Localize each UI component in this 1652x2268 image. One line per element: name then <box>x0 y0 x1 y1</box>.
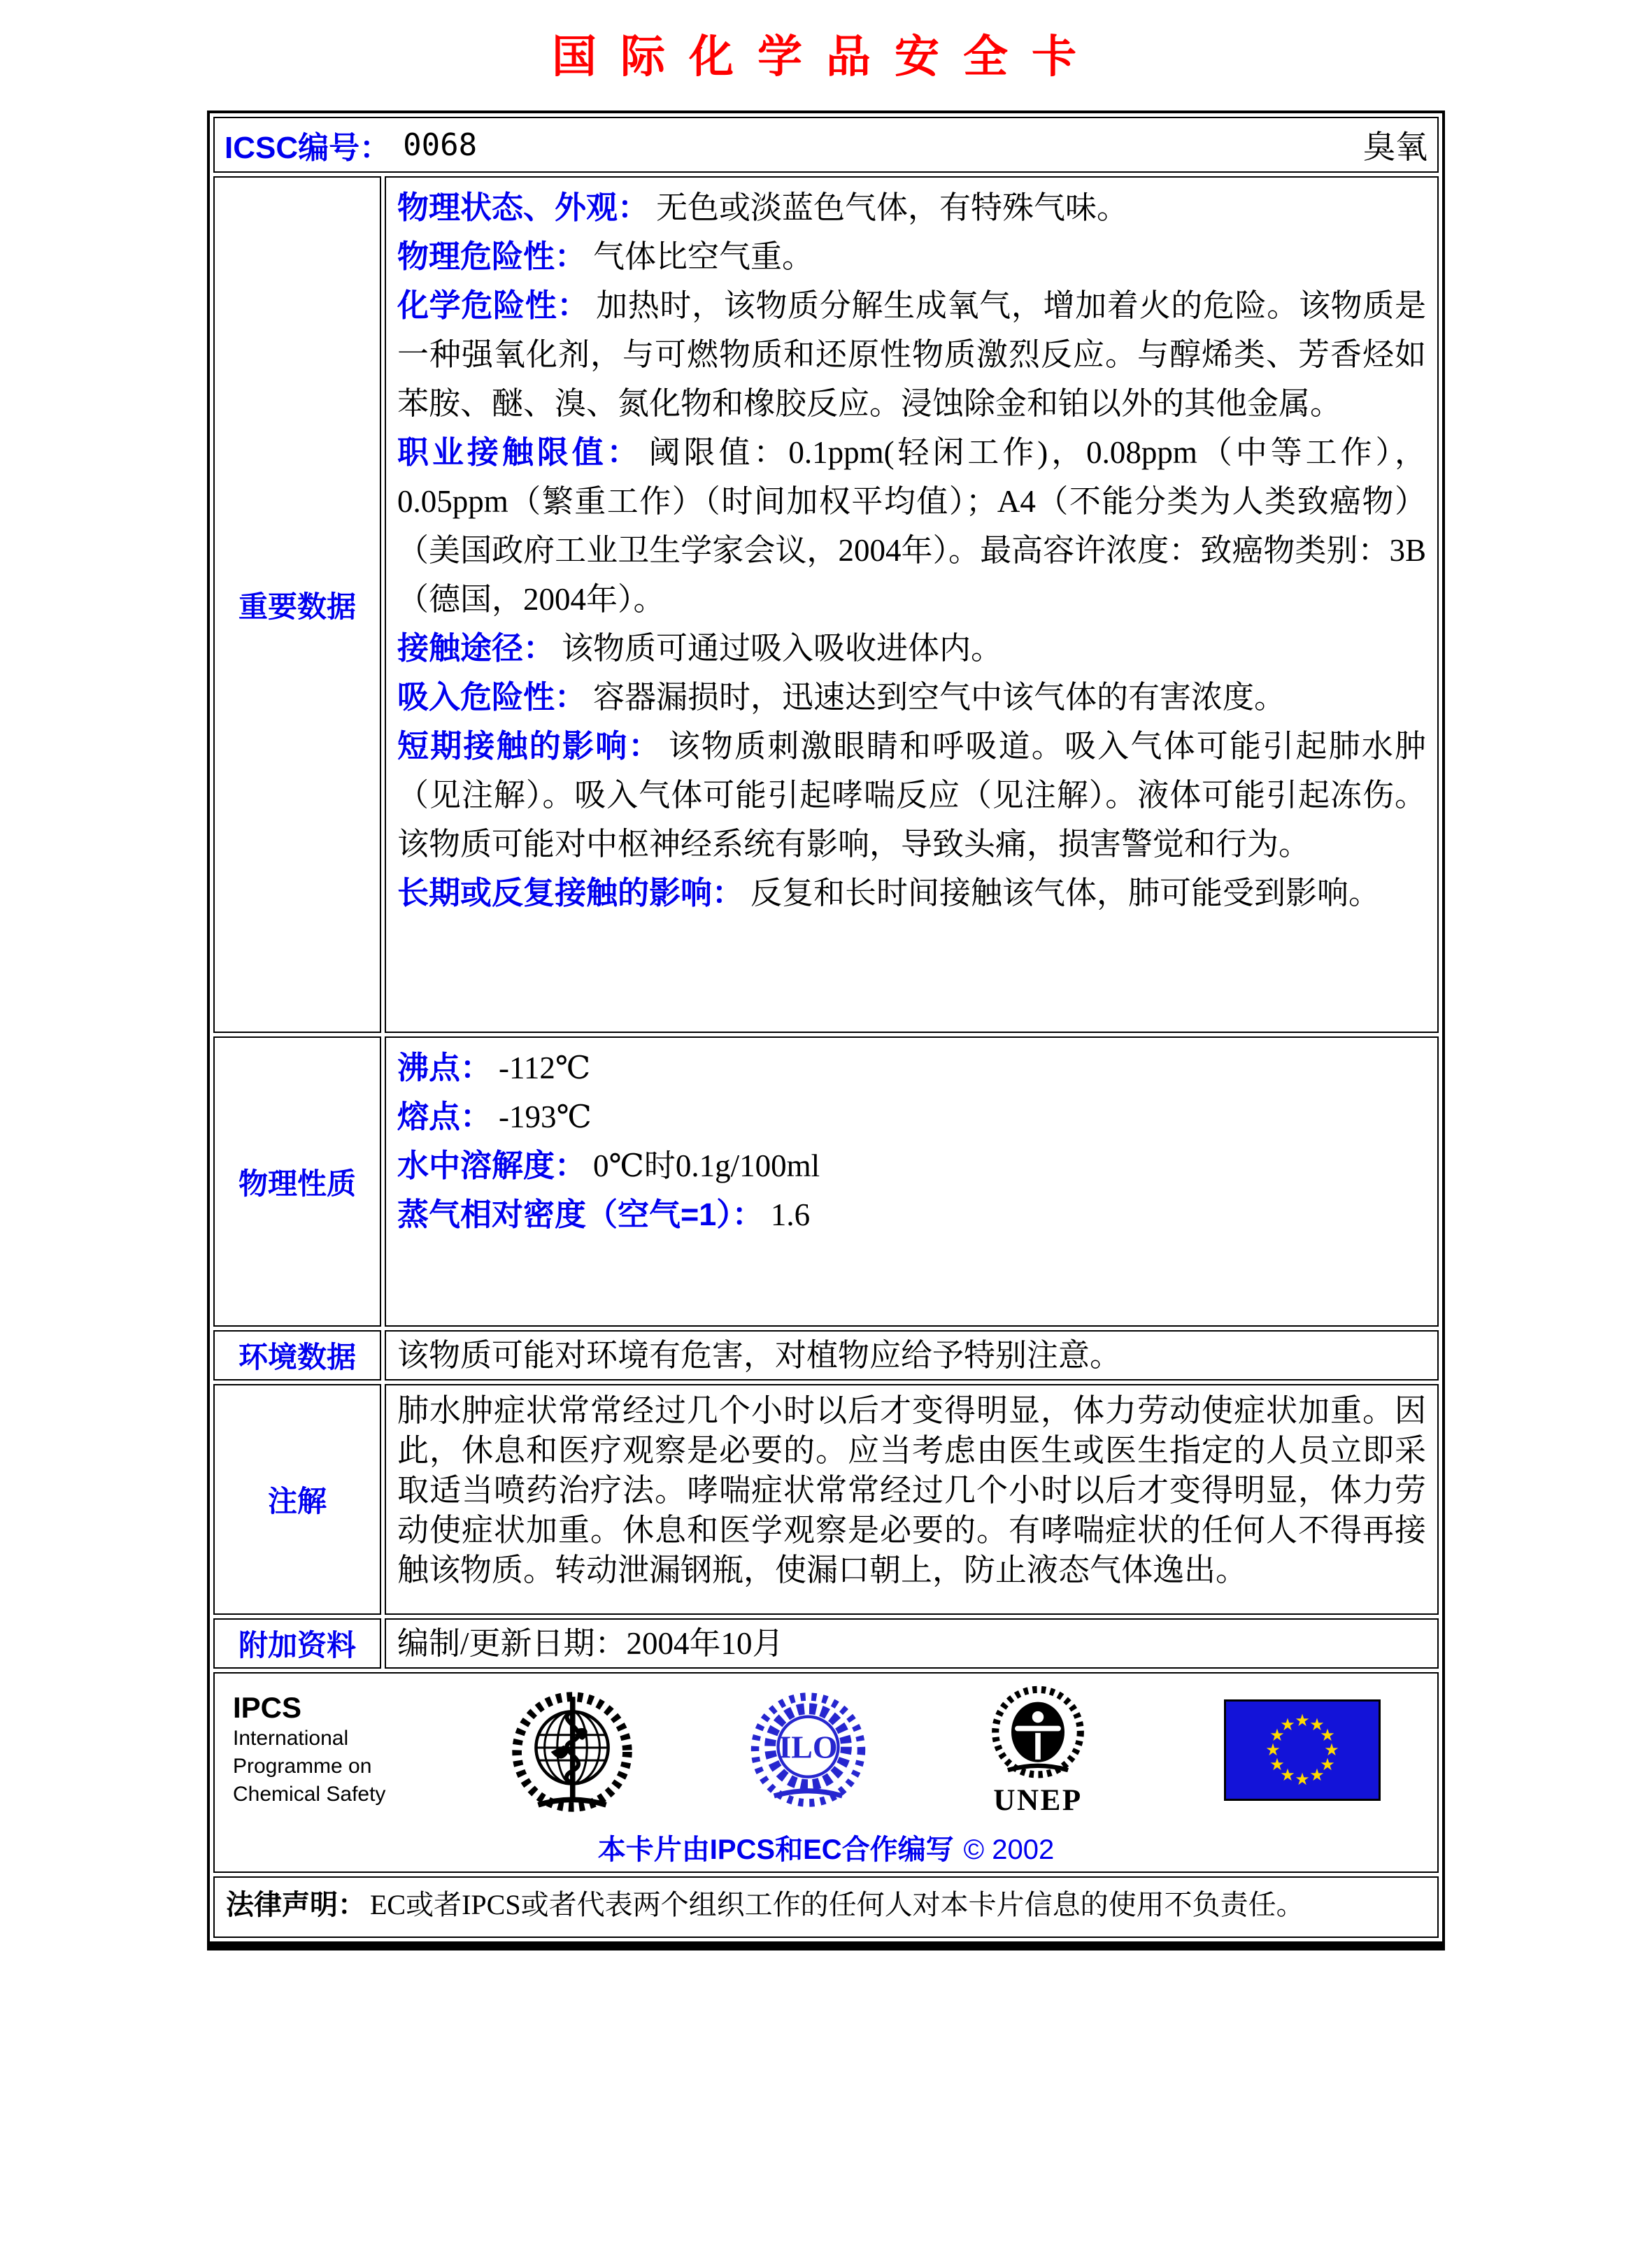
field-value: 该物质刺激眼睛和呼吸道。吸入气体可能引起肺水肿（见注解）。吸入气体可能引起哮喘反应（见注解）。液体可能引起冻伤。该物质可能对中枢神经系统有影响，导致头痛，损害警觉和行为。 <box>397 729 1426 862</box>
field-physical-hazard <box>397 232 1426 281</box>
notes-content <box>385 1384 1439 1615</box>
field-boiling-point <box>397 1043 1426 1092</box>
row-physical-properties <box>213 1036 1439 1327</box>
svg-text:★: ★ <box>1309 1714 1325 1734</box>
svg-text:★: ★ <box>1280 1764 1295 1785</box>
who-logo-icon <box>506 1686 639 1813</box>
page-title: 国际化学品安全卡 <box>552 32 1100 82</box>
field-label: 接触途径： <box>397 630 555 666</box>
copyright-text: © 2002 <box>963 1834 1055 1865</box>
icsc-number-value: 0068 <box>403 127 478 163</box>
row-label-physical-properties: 物理性质 <box>213 1036 381 1327</box>
card-header <box>213 117 1439 173</box>
row-important-data <box>213 176 1439 1033</box>
environmental-data-content <box>385 1330 1439 1381</box>
field-value: 该物质可通过吸入吸收进体内。 <box>562 631 1003 666</box>
icsc-number-label: ICSC编号： <box>225 131 391 165</box>
field-label: 吸入危险性： <box>397 679 587 715</box>
logo-row <box>222 1678 1430 1816</box>
ilo-letters: ILO <box>778 1729 838 1765</box>
field-inhalation-risk <box>397 673 1426 722</box>
field-label: 长期或反复接触的影响： <box>397 875 744 911</box>
icsc-card <box>207 110 1445 1950</box>
field-label: 职业接触限值： <box>397 434 642 470</box>
row-label-additional-info: 附加资料 <box>213 1618 381 1669</box>
page <box>0 32 1652 1950</box>
svg-text:★: ★ <box>1295 1769 1310 1789</box>
ipcs-text-block <box>233 1691 408 1809</box>
footer-cell <box>213 1672 1439 1873</box>
legal-cell <box>213 1876 1439 1938</box>
field-label: 熔点： <box>397 1099 492 1134</box>
legal-text: EC或者IPCS或者代表两个组织工作的任何人对本卡片信息的使用不负责任。 <box>370 1889 1304 1920</box>
ipcs-acronym: IPCS <box>233 1691 302 1724</box>
svg-text:★: ★ <box>1269 1725 1285 1745</box>
field-vapor-density <box>397 1190 1426 1239</box>
field-water-solubility <box>397 1141 1426 1190</box>
important-data-content <box>385 176 1439 1033</box>
row-header <box>213 117 1439 173</box>
ipcs-line-3: Chemical Safety <box>233 1783 386 1806</box>
field-value: -112℃ <box>499 1050 591 1085</box>
eu-flag-icon <box>1224 1699 1381 1801</box>
field-value: 反复和长时间接触该气体，肺可能受到影响。 <box>750 876 1381 911</box>
unep-logo-icon <box>985 1683 1091 1816</box>
field-label: 物理危险性： <box>397 238 587 274</box>
field-occupational-limits <box>397 428 1426 624</box>
row-label-important-data: 重要数据 <box>213 176 381 1033</box>
field-label: 水中溶解度： <box>397 1148 587 1183</box>
notes-text: 肺水肿症状常常经过几个小时以后才变得明显，体力劳动使症状加重。因此，休息和医疗观察是必要的。应当考虑由医生或医生指定的人员立即采取适当喷药治疗法。哮喘症状常常经过几个小时以后才变得明显，体力劳动使症状加重。休息和医学观察是必要的。有哮喘症状的任何人不得再接触该物质。转动泄漏钢瓶，使漏口朝上，防止液态气体逸出。 <box>397 1393 1426 1588</box>
ipcs-line-2: Programme on <box>233 1755 372 1778</box>
row-notes <box>213 1384 1439 1615</box>
field-label: 短期接触的影响： <box>397 728 662 764</box>
svg-text:★: ★ <box>1324 1739 1339 1760</box>
field-value: 阈限值：0.1ppm(轻闲工作)，0.08ppm（中等工作），0.05ppm（繁重工作）（时间加权平均值）；A4（不能分类为人类致癌物）（美国政府工业卫生学家会议，2004年）。最高容许浓度：致癌物类别：3B（德国，2004年）。 <box>397 435 1426 617</box>
svg-text:★: ★ <box>1320 1754 1335 1774</box>
field-melting-point <box>397 1092 1426 1141</box>
svg-text:★: ★ <box>1320 1725 1335 1745</box>
svg-text:★: ★ <box>1269 1754 1285 1774</box>
field-exposure-routes <box>397 624 1426 673</box>
svg-text:★: ★ <box>1309 1764 1325 1785</box>
row-environmental-data <box>213 1330 1439 1381</box>
field-label: 物理状态、外观： <box>397 190 650 225</box>
field-value: 容器漏损时，迅速达到空气中该气体的有害浓度。 <box>593 680 1286 715</box>
field-label: 沸点： <box>397 1050 492 1085</box>
environmental-data-text: 该物质可能对环境有危害，对植物应给予特别注意。 <box>397 1338 1122 1373</box>
field-physical-state <box>397 183 1426 232</box>
ipcs-line-1: International <box>233 1727 349 1750</box>
row-additional-info <box>213 1618 1439 1669</box>
legal-label: 法律声明： <box>226 1890 366 1920</box>
field-value: 加热时，该物质分解生成氧气，增加着火的危险。该物质是一种强氧化剂，与可燃物质和还原性物质激烈反应。与醇烯类、芳香烃如苯胺、醚、溴、氮化物和橡胶反应。浸蚀除金和铂以外的其他金属。 <box>397 288 1426 421</box>
credit-text: 本卡片由IPCS和EC合作编写 <box>597 1834 954 1865</box>
unep-caption: UNEP <box>993 1784 1083 1816</box>
svg-text:★: ★ <box>1265 1739 1281 1760</box>
credit-line <box>222 1827 1430 1867</box>
field-value: -193℃ <box>499 1099 592 1134</box>
row-label-notes: 注解 <box>213 1384 381 1615</box>
additional-info-text: 编制/更新日期：2004年10月 <box>397 1626 784 1661</box>
row-legal <box>213 1876 1439 1938</box>
svg-text:★: ★ <box>1295 1710 1310 1730</box>
row-label-environmental-data: 环境数据 <box>213 1330 381 1381</box>
field-short-term-effects <box>397 722 1426 869</box>
row-footer <box>213 1672 1439 1873</box>
svg-text:★: ★ <box>1280 1714 1295 1734</box>
field-value: 0℃时0.1g/100ml <box>593 1148 820 1183</box>
field-value: 气体比空气重。 <box>593 239 814 274</box>
additional-info-content <box>385 1618 1439 1669</box>
field-label: 蒸气相对密度（空气=1）： <box>397 1197 764 1232</box>
ilo-logo-icon <box>743 1690 873 1810</box>
field-long-term-effects <box>397 869 1426 918</box>
field-value: 无色或淡蓝色气体，有特殊气味。 <box>656 190 1129 225</box>
field-value: 1.6 <box>770 1197 811 1232</box>
substance-name: 臭氧 <box>1363 129 1427 165</box>
field-chemical-hazard <box>397 281 1426 428</box>
physical-properties-content <box>385 1036 1439 1327</box>
field-label: 化学危险性： <box>397 287 590 323</box>
